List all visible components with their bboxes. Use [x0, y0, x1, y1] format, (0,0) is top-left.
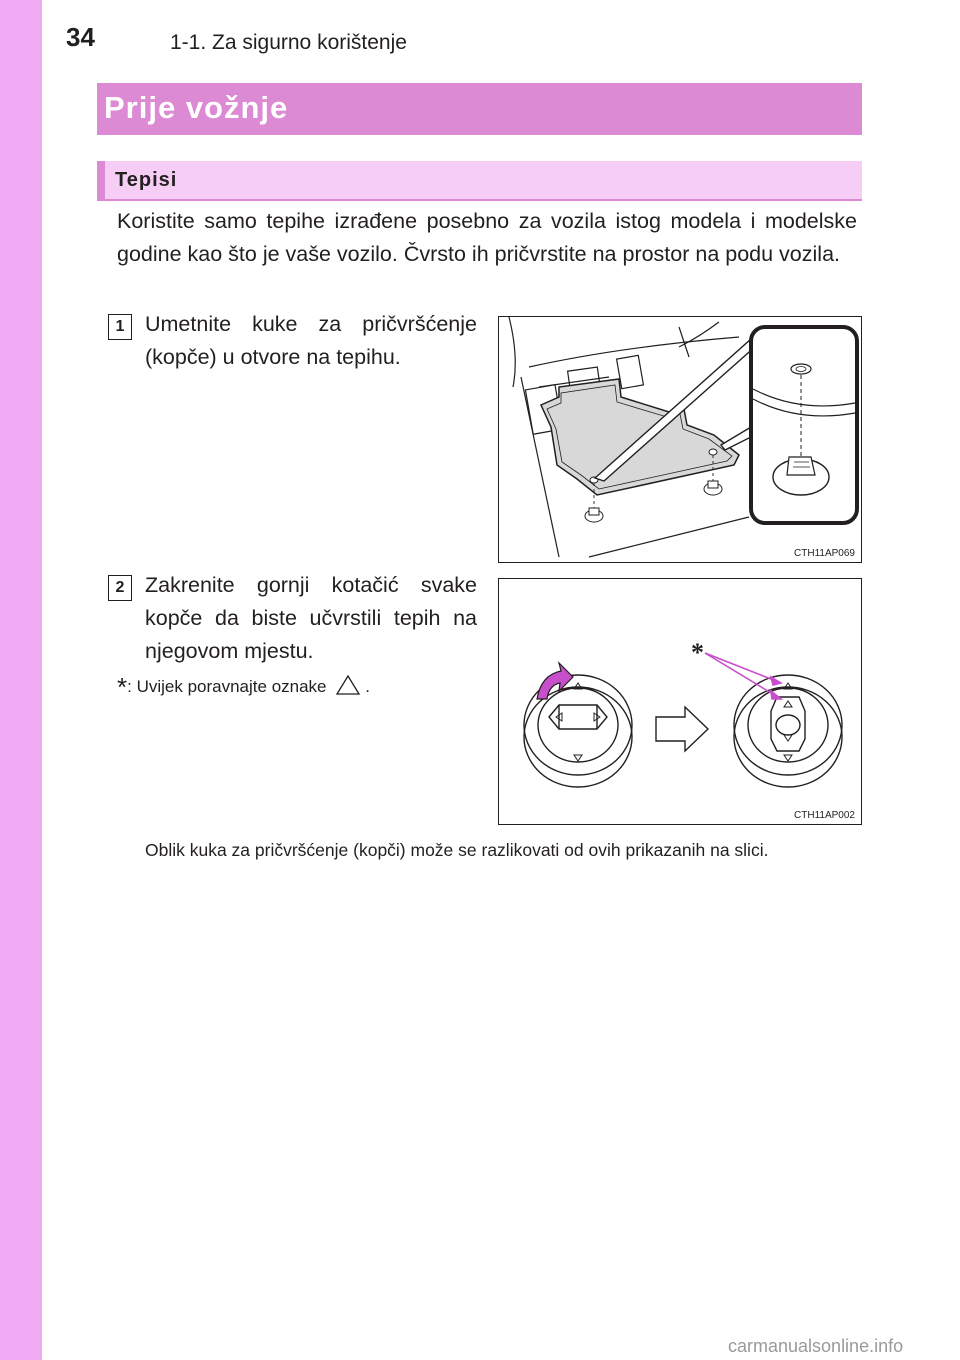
- figure-clip-rotation: [498, 578, 862, 825]
- page-title: Prije vožnje: [97, 83, 862, 135]
- triangle-mark-icon: [335, 674, 361, 696]
- step-text-2: Zakrenite gornji kotačić svake kopče da biste učvrstili tepih na njegovom mjestu.: [145, 573, 477, 663]
- figure-code: CTH11AP069: [794, 548, 855, 559]
- watermark: carmanualsonline.info: [728, 1336, 904, 1356]
- figure-code: CTH11AP002: [794, 810, 855, 821]
- step-number-2: 2: [108, 575, 132, 601]
- note-period: .: [365, 677, 370, 696]
- intro-paragraph: Koristite samo tepihe izrađene posebno za vozila istog modela i modelske godine kao što je vaše vozilo. Čvrsto ih pričvrstite na prostor na podu vozila.: [117, 209, 857, 266]
- step-number-1: 1: [108, 314, 132, 340]
- asterisk-marker: *: [117, 672, 128, 702]
- page-number: 34: [66, 22, 95, 52]
- figure-asterisk: *: [691, 638, 704, 667]
- alignment-note: [117, 672, 370, 703]
- clip-rotation-illustration: [499, 579, 863, 826]
- note-text: : Uvijek poravnajte oznake: [127, 677, 327, 696]
- subsection-header: [97, 161, 862, 201]
- step-text-1: Umetnite kuke za pričvršćenje (kopče) u otvore na tepihu.: [145, 312, 477, 369]
- subsection-accent: [97, 161, 105, 199]
- floor-mat-illustration: [499, 317, 863, 564]
- side-bar: [0, 0, 42, 1360]
- section-title: 1-1. Za sigurno korištenje: [170, 31, 407, 54]
- footnote-text: Oblik kuka za pričvršćenje (kopči) može se razlikovati od ovih prikazanih na slici.: [145, 840, 769, 860]
- figure-floor-mat: [498, 316, 862, 563]
- subsection-title: Tepisi: [115, 169, 178, 191]
